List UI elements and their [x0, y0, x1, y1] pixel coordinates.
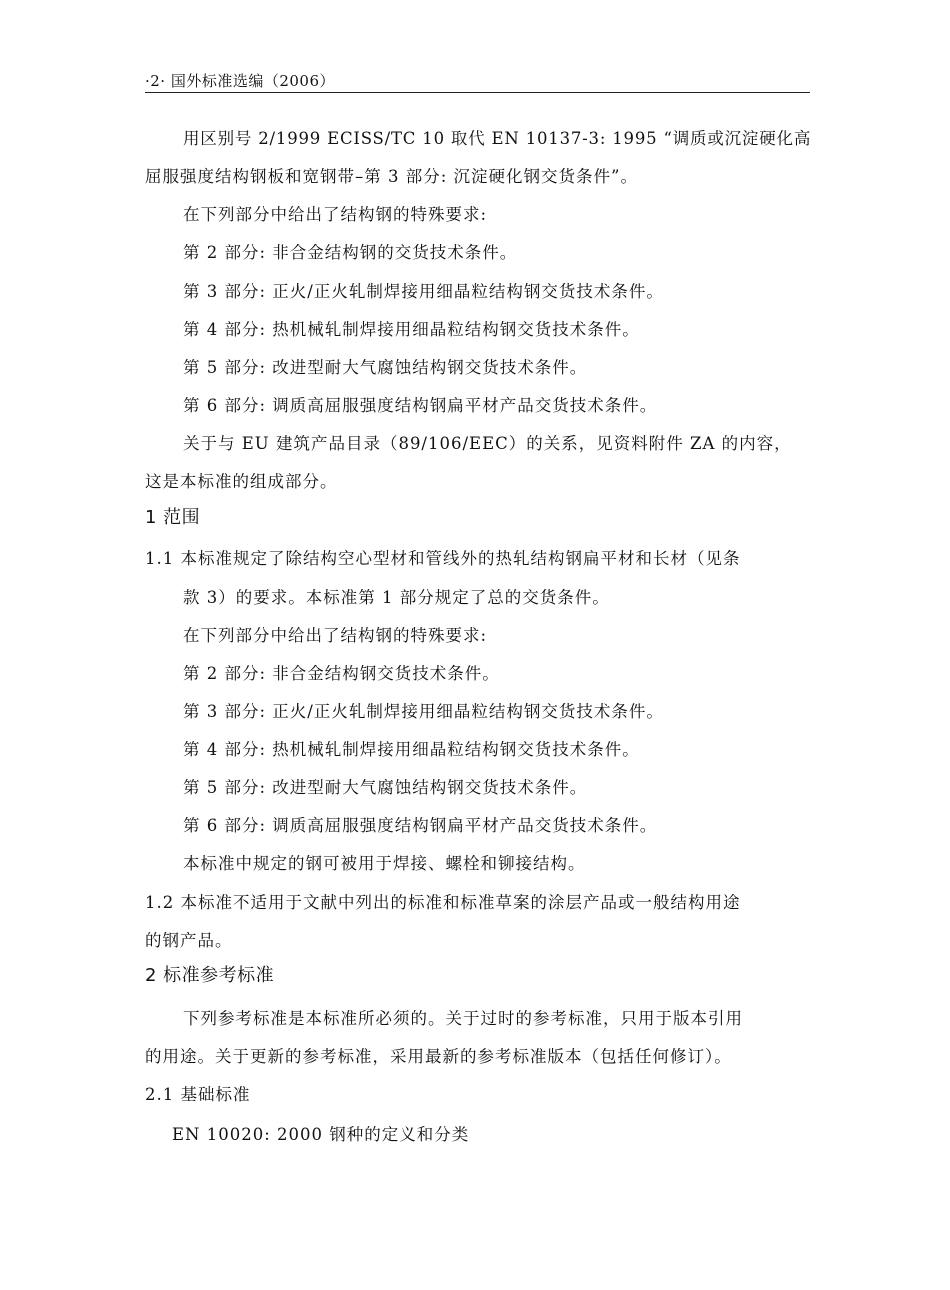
intro-part-5: 第 5 部分: 改进型耐大气腐蚀结构钢交货技术条件。 [183, 358, 588, 377]
clause-1-1-part-5: 第 5 部分: 改进型耐大气腐蚀结构钢交货技术条件。 [183, 778, 588, 797]
section-2-line-2: 的用途。关于更新的参考标准，采用最新的参考标准版本（包括任何修订）。 [145, 1047, 732, 1066]
intro-line-2: 屈服强度结构钢板和宽钢带–第 3 部分: 沉淀硬化钢交货条件”。 [145, 167, 638, 186]
clause-1-1-line-2: 款 3）的要求。本标准第 1 部分规定了总的交货条件。 [183, 588, 610, 607]
clause-1-2-line-1: 1.2 本标准不适用于文献中列出的标准和标准草案的涂层产品或一般结构用途 [145, 893, 741, 912]
page-header [145, 68, 810, 93]
clause-1-2-line-2: 的钢产品。 [145, 931, 233, 950]
intro-line-9: 关于与 EU 建筑产品目录（89/106/EEC）的关系，见资料附件 ZA 的内容， [183, 434, 792, 453]
intro-part-3: 第 3 部分: 正火/正火轧制焊接用细晶粒结构钢交货技术条件。 [183, 282, 664, 301]
section-2-heading: 2 标准参考标准 [145, 965, 275, 986]
clause-1-1-line-3: 在下列部分中给出了结构钢的特殊要求: [183, 626, 488, 645]
intro-part-4: 第 4 部分: 热机械轧制焊接用细晶粒结构钢交货技术条件。 [183, 320, 640, 339]
section-1-heading: 1 范围 [145, 507, 201, 528]
header-text: ·2· 国外标准选编（2006） [145, 72, 336, 90]
clause-1-1-line-1: 1.1 本标准规定了除结构空心型材和管线外的热轧结构钢扁平材和长材（见条 [145, 549, 741, 568]
intro-line-3: 在下列部分中给出了结构钢的特殊要求: [183, 205, 488, 224]
clause-1-1-line-9: 本标准中规定的钢可被用于焊接、螺栓和铆接结构。 [183, 854, 586, 873]
intro-part-2: 第 2 部分: 非合金结构钢的交货技术条件。 [183, 243, 518, 262]
clause-1-1-part-2: 第 2 部分: 非合金结构钢交货技术条件。 [183, 664, 500, 683]
intro-line-1: 用区别号 2/1999 ECISS/TC 10 取代 EN 10137-3: 1995 “调质或沉淀硬化高 [183, 129, 812, 148]
clause-1-1-part-4: 第 4 部分: 热机械轧制焊接用细晶粒结构钢交货技术条件。 [183, 740, 640, 759]
section-2-line-1: 下列参考标准是本标准所必须的。关于过时的参考标准，只用于版本引用 [183, 1009, 743, 1028]
intro-part-6: 第 6 部分: 调质高屈服强度结构钢扁平材产品交货技术条件。 [183, 396, 658, 415]
clause-1-1-part-3: 第 3 部分: 正火/正火轧制焊接用细晶粒结构钢交货技术条件。 [183, 702, 664, 721]
clause-1-1-part-6: 第 6 部分: 调质高屈服强度结构钢扁平材产品交货技术条件。 [183, 816, 658, 835]
clause-2-1-heading: 2.1 基础标准 [145, 1085, 251, 1104]
intro-line-10: 这是本标准的组成部分。 [145, 472, 338, 491]
reference-en-10020: EN 10020: 2000 钢种的定义和分类 [172, 1125, 470, 1144]
